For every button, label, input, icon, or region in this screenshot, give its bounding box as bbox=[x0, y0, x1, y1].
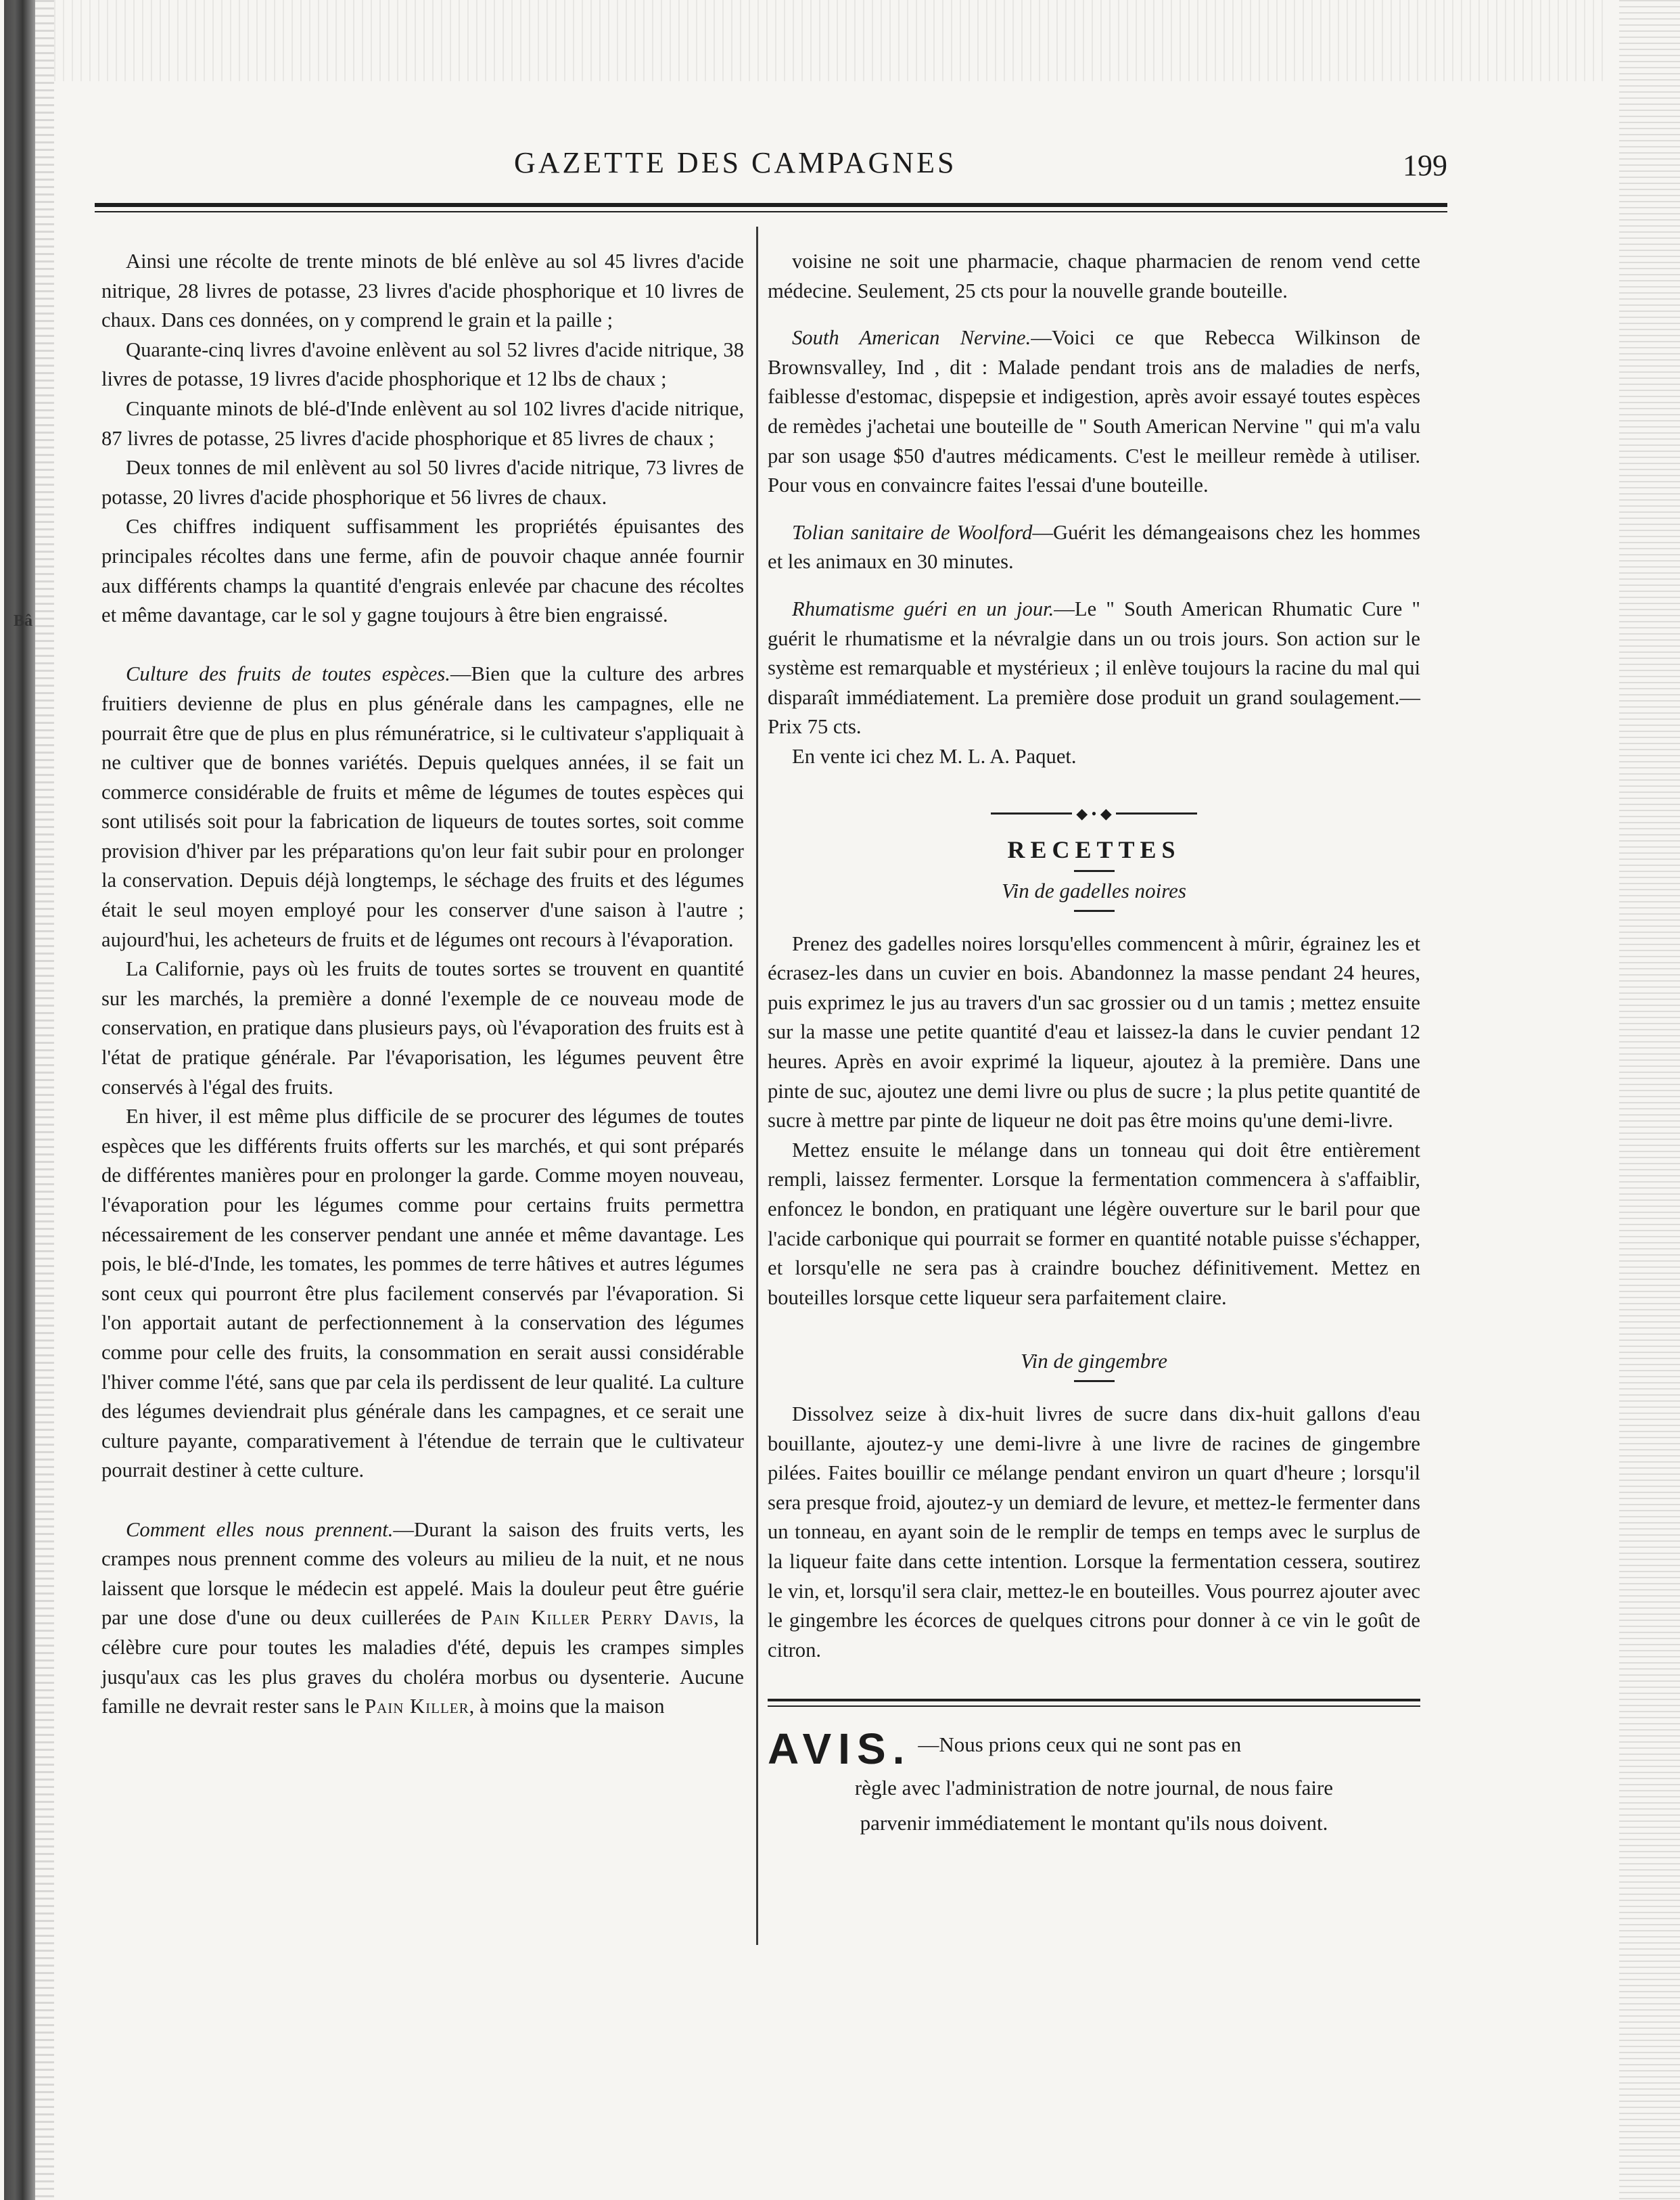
article-title: Comment elles nous prennent. bbox=[126, 1517, 394, 1541]
paragraph: Quarante-cinq livres d'avoine enlèvent au sol 52 livres d'acide nitrique, 38 livres de potasse, 19 livres d'acide phosphorique et 12 lbs de chaux ; bbox=[101, 338, 744, 391]
ad-title: Tolian sanitaire de Woolford bbox=[792, 520, 1033, 544]
ad-body: —Guérit les démangeaisons chez les hommes et les animaux en 30 minutes. bbox=[768, 520, 1420, 574]
section-ornament bbox=[768, 799, 1420, 829]
paragraph: Ainsi une récolte de trente minots de blé enlève au sol 45 livres d'acide nitrique, 28 livres de potasse, 23 livres d'acide phosphorique et 10 livres de chaux. Dans ces données, on y comprend le grain et la paille ; bbox=[101, 250, 744, 332]
brand-name: Pain Killer bbox=[365, 1695, 469, 1718]
ad-body: —Le " South American Rhumatic Cure " guérit le rhumatisme et la névralgie dans un ou trois jours. Son action sur le système est remarquable et mystérieux ; il enlève toujours la racine du mal qui disparaît immédiatement. La première dose produit un grand soulagement.—Prix 75 cts. bbox=[768, 597, 1420, 739]
ad-rhumatisme bbox=[768, 595, 1420, 742]
header-rule-thick bbox=[95, 203, 1447, 207]
page-edge-noise bbox=[1619, 0, 1680, 2200]
ornament-line bbox=[1116, 812, 1197, 815]
article-body: , à moins que la maison bbox=[469, 1695, 665, 1718]
paragraph: La Californie, pays où les fruits de toutes sortes se trouvent en quantité sur les marchés, la première a donné l'exemple de ce nouveau mode de conservation, en pratique dans plusieurs pays, où l'évaporation des fruits est à l'état de pratique générale. Par l'évaporisation, les légumes peuvent être conservés à l'égal des fruits. bbox=[101, 957, 744, 1099]
page-header bbox=[95, 145, 1447, 186]
paragraph: Ces chiffres indiquent suffisamment les propriétés épuisantes des principales récoltes dans une ferme, afin de pouvoir chaque année fournir aux différents champs la quantité d'engrais enlevée par chacune des récoltes et même davantage, car le sol y gagne toujours à être bien engraissé. bbox=[101, 515, 744, 627]
recipe-title: Vin de gingembre bbox=[1021, 1349, 1167, 1373]
avis-line: règle avec l'administration de notre journal, de nous faire bbox=[854, 1776, 1334, 1800]
paragraph: Cinquante minots de blé-d'Inde enlèvent au sol 102 livres d'acide nitrique, 87 livres de potasse, 25 livres d'acide phosphorique et 85 livres de chaux ; bbox=[101, 396, 744, 450]
recipe-paragraph: Prenez des gadelles noires lorsqu'elles commencent à mûrir, égrainez les et écrasez-les dans un cuvier en bois. Abandonnez la masse pendant 24 heures, puis exprimez le jus au travers d'un sac grossier ou d un tamis ; mettez ensuite sur la masse une petite quantité d'eau et laissez-la dans le cuvier pendant 12 heures. Après en avoir exprimé la liqueur, ajoutez à la première. Dans une pinte de suc, ajoutez une demi livre ou plus de sucre ; la plus petite quantité de sucre à mettre par pinte de liqueur ne doit pas être moins qu'une demi-livre. bbox=[768, 932, 1420, 1132]
paragraph: voisine ne soit une pharmacie, chaque pharmacien de renom vend cette médecine. Seulement, 25 cts pour la nouvelle grande bouteille. bbox=[768, 250, 1420, 302]
page-binding bbox=[4, 0, 35, 2200]
article-fruits bbox=[101, 660, 744, 955]
page-number: 199 bbox=[1403, 149, 1447, 182]
paragraph: Deux tonnes de mil enlèvent au sol 50 livres d'acide nitrique, 73 livres de potasse, 20 livres d'acide phosphorique et 56 livres de chaux. bbox=[101, 456, 744, 509]
recipe-paragraph: Dissolvez seize à dix-huit livres de sucre dans dix-huit gallons d'eau bouillante, ajoutez-y une demi-livre à une livre de racines de gingembre pilées. Faites bouillir ce mélange pendant environ un quart d'heure ; lorsqu'il sera presque froid, ajoutez-y un demiard de levure, et mettez-le fermenter dans un tonneau, en ayant soin de le remplir de temps en temps avec le surplus de la liqueur faite dans cette intention. Lorsque la fermentation cessera, soutirez le vin, et, lorsqu'il sera clair, mettez-le en bouteilles. Vous pourrez ajouter avec le gingembre les écorces de quelques citrons pour donner à ce vin le goût de citron. bbox=[768, 1402, 1420, 1662]
article-body: , la célèbre cure pour toutes les maladies d'été, depuis les crampes simples jusqu'aux cas les plus graves du choléra morbus ou dysenterie. Aucune famille ne devrait rester sans le bbox=[101, 1606, 744, 1718]
ad-title: South American Nervine. bbox=[792, 326, 1031, 350]
right-column bbox=[768, 247, 1420, 1841]
ornament-line bbox=[991, 812, 1072, 815]
brand-name: Pain Killer Perry Davis bbox=[480, 1606, 714, 1630]
short-rule bbox=[1074, 1380, 1115, 1382]
avis-notice bbox=[768, 1724, 1420, 1774]
vendor-line: En vente ici chez M. L. A. Paquet. bbox=[792, 744, 1077, 768]
top-margin-noise bbox=[54, 0, 1610, 81]
avis-line: parvenir immédiatement le montant qu'ils nous doivent. bbox=[860, 1811, 1328, 1835]
column-divider bbox=[756, 227, 758, 1945]
ad-tolian bbox=[768, 518, 1420, 577]
ad-nervine bbox=[768, 323, 1420, 501]
ornament-dot: ◆ • ◆ bbox=[1076, 804, 1112, 822]
ad-body: —Voici ce que Rebecca Wilkinson de Brownsvalley, Ind , dit : Malade pendant trois ans de maladies de nerfs, faiblesse d'estomac, dispepsie et indigestion, après avoir essayé toutes espèces de remèdes j'achetai une bouteille de " South American Nervine " qui m'a valu par son usage $50 d'autres médicaments. C'est le meilleur remède à utiliser. Pour vous en convaincre faites l'essai d'une bouteille. bbox=[768, 326, 1420, 497]
ad-title: Rhumatisme guéri en un jour. bbox=[792, 597, 1054, 620]
left-column bbox=[101, 247, 744, 1722]
binding-shadow bbox=[35, 0, 54, 2200]
recipe-paragraph: Mettez ensuite le mélange dans un tonneau qui doit être entièrement rempli, laissez fermenter. Lorsque la fermentation commencera à s'affaiblir, enfoncez le bondon, en pratiquant une légère ouverture sur le baril pour que l'acide carbonique qui pourrait se former en quantité notable puisse s'échapper, et lorsqu'elle ne sera pas à craindre bouchez définitivement. Mettez en bouteilles lorsque cette liqueur sera parfaitement claire. bbox=[768, 1138, 1420, 1309]
margin-note: Bâ bbox=[14, 612, 33, 630]
section-title: RECETTES bbox=[1007, 835, 1181, 863]
avis-rule-thin bbox=[768, 1705, 1420, 1707]
article-body: —Durant la saison des fruits verts, les crampes nous prennent comme des voleurs au milieu de la nuit, et ne nous laissent que lorsque le médecin est appelé. Mais la douleur peut être guérie par une dose d'une ou deux cuillerées de bbox=[101, 1517, 744, 1630]
article-body: —Bien que la culture des arbres fruitiers devienne de plus en plus générale dans les campagnes, elle ne pourrait être que de plus en plus rémunératrice, si le cultivateur s'appliquait à ne cultiver que de bonnes variétés. Depuis quelques années, il se fait un commerce considérable de fruits et même de légumes de toutes espèces qui sont utilisés soit pour la fabrication de liqueurs de toutes sortes, soit comme provision d'hiver par les préparations qu'on leur fait subir pour en prolonger la conservation. Depuis déjà longtemps, le séchage des fruits et des légumes était le seul moyen employé pour les conserver d'une saison à l'autre ; aujourd'hui, les acheteurs de fruits et de légumes ont recours à l'évaporation. bbox=[101, 662, 744, 951]
short-rule bbox=[1074, 870, 1115, 872]
avis-line: —Nous prions ceux qui ne sont pas en bbox=[918, 1733, 1242, 1757]
running-title: GAZETTE DES CAMPAGNES bbox=[514, 146, 957, 179]
short-rule bbox=[1074, 910, 1115, 912]
header-rule-thin bbox=[95, 211, 1447, 212]
article-crampes bbox=[101, 1515, 744, 1722]
recipe-title: Vin de gadelles noires bbox=[1002, 879, 1186, 903]
avis-rule-thick bbox=[768, 1699, 1420, 1701]
article-title: Culture des fruits de toutes espèces. bbox=[126, 662, 450, 686]
avis-word: AVIS. bbox=[768, 1724, 912, 1774]
paragraph: En hiver, il est même plus difficile de se procurer des légumes de toutes espèces que les différents fruits offerts sur les marchés, et qui sont préparés de différentes manières pour en prolonger la garde. Comme moyen nouveau, l'évaporation pour les légumes comme pour certains fruits permettra nécessairement de les conserver pendant une année et même davantage. Les pois, le blé-d'Inde, les tomates, les pommes de terre hâtives et autres légumes sont ceux qui pourront être plus facilement conservés par l'évaporation. Si l'on apportait autant de perfectionnement à la conservation des légumes comme pour celle des fruits, la consommation en serait aussi considérable l'hiver comme l'été, sans que par cela ils perdissent de leur qualité. La culture des légumes deviendrait plus générale dans les campagnes, et ce serait une culture payante, comparativement à l'étendue de terrain que le cultivateur pourrait destiner à cette culture. bbox=[101, 1105, 744, 1482]
